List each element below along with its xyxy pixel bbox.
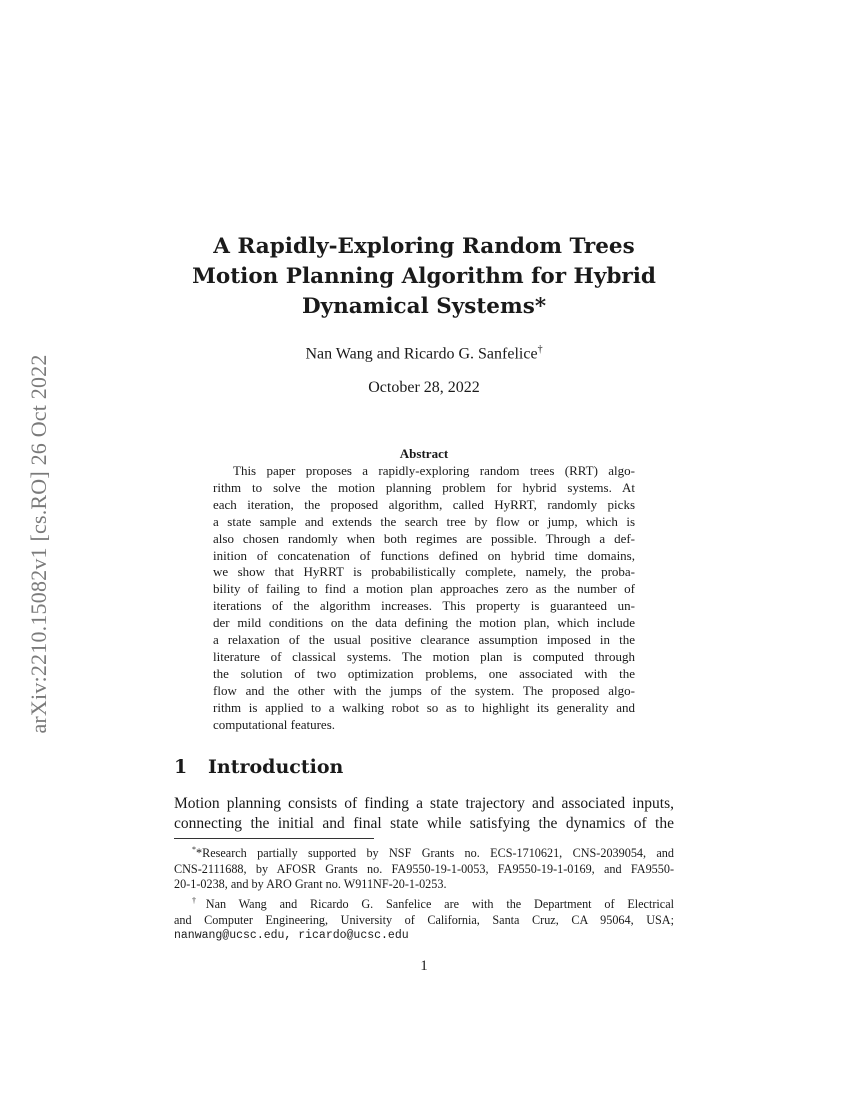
publication-date: October 28, 2022 xyxy=(368,379,480,396)
abstract-line: This paper proposes a rapidly-exploring random trees (RRT) algo- xyxy=(233,463,635,478)
abstract-line: computational features. xyxy=(213,716,336,732)
footnote-line-text: Nan Wang and Ricardo G. Sanfelice are with the Department of Electrical xyxy=(205,896,675,911)
introduction-text xyxy=(174,794,674,834)
footnote-divider xyxy=(174,838,374,839)
abstract-line: literature of classical systems. The motion plan is computed through xyxy=(213,648,635,664)
paper-title xyxy=(174,232,674,322)
body-line: connecting the initial and final state while satisfying the dynamics of the xyxy=(174,815,674,832)
abstract-line: also chosen randomly when both regimes are possible. Through a def- xyxy=(213,530,635,546)
body-line: Motion planning consists of finding a state trajectory and associated inputs, xyxy=(174,795,674,812)
author-names: Nan Wang and Ricardo G. Sanfelice xyxy=(305,345,538,363)
abstract-line: der mild conditions on the data defining the motion plan, which include xyxy=(213,615,635,631)
abstract-line: iterations of the algorithm increases. This property is guaranteed un- xyxy=(213,598,635,614)
page-number: 1 xyxy=(420,958,428,974)
author-footnote-mark: † xyxy=(537,344,543,355)
footnote-line xyxy=(174,893,674,913)
footnote-line: 20-1-0238, and by ARO Grant no. W911NF-20-1-0253. xyxy=(174,877,447,892)
abstract-line: each iteration, the proposed algorithm, called HyRRT, randomly picks xyxy=(213,496,635,512)
footnote-mark: * xyxy=(192,845,196,854)
abstract-line: flow and the other with the jumps of the system. The proposed algo- xyxy=(213,682,635,698)
title-line: A Rapidly-Exploring Random Trees xyxy=(213,234,635,259)
abstract-heading: Abstract xyxy=(399,446,449,461)
abstract-line: rithm to solve the motion planning problem for hybrid systems. At xyxy=(213,479,635,495)
footnote-line xyxy=(174,842,674,862)
title-line: Dynamical Systems* xyxy=(301,294,547,319)
abstract-line: bility of failing to find a motion plan approaches zero as the number of xyxy=(213,581,635,597)
author-list xyxy=(174,344,674,363)
section-heading xyxy=(174,756,343,778)
abstract-line: inition of concatenation of functions defined on hybrid time domains, xyxy=(213,547,635,563)
abstract-line: the solution of two optimization problems, one associated with the xyxy=(213,665,635,681)
footnotes xyxy=(174,842,674,944)
author-emails[interactable]: nanwang@ucsc.edu, ricardo@ucsc.edu xyxy=(174,929,409,943)
section-number: 1 xyxy=(174,756,188,778)
abstract-text xyxy=(213,463,635,734)
section-title: Introduction xyxy=(208,756,344,778)
abstract-line: a state sample and extends the search tree by flow or jump, which is xyxy=(213,513,635,529)
footnote-line: and Computer Engineering, University of California, Santa Cruz, CA 95064, USA; xyxy=(174,912,674,927)
footnote-mark: † xyxy=(192,895,206,905)
abstract-line: a relaxation of the usual positive clearance assumption imposed in the xyxy=(213,632,635,648)
abstract-line: rithm is applied to a walking robot so as to highlight its generality and xyxy=(213,699,635,715)
title-line: Motion Planning Algorithm for Hybrid xyxy=(192,264,656,289)
arxiv-identifier xyxy=(22,294,56,794)
footnote-line-text: *Research partially supported by NSF Grants no. ECS-1710621, CNS-2039054, and xyxy=(196,846,674,861)
abstract-line: we show that HyRRT is probabilistically complete, namely, the proba- xyxy=(213,564,635,580)
arxiv-identifier-text: arXiv:2210.15082v1 [cs.RO] 26 Oct 2022 xyxy=(26,354,51,734)
footnote-line: CNS-2111688, by AFOSR Grants no. FA9550-19-1-0053, FA9550-19-1-0169, and FA9550- xyxy=(174,861,674,876)
